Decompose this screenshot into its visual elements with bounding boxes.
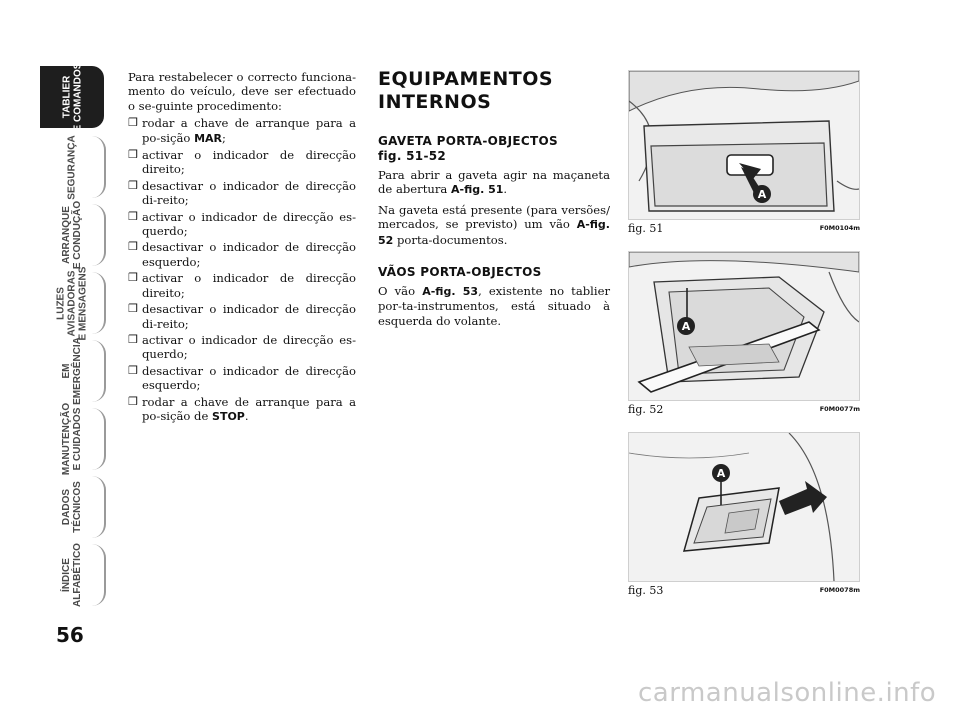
procedure-step: ❒ activar o indicador de direcção direito; <box>128 148 356 177</box>
tab-arranque-e-conducao[interactable]: ARRANQUE E CONDUÇÃO <box>40 204 106 266</box>
intro-paragraph: Para restabelecer o correcto funciona-mento do veículo, deve ser efectuado o se-guinte procedimento: <box>128 70 356 113</box>
checkbox-bullet-icon: ❒ <box>128 271 138 285</box>
watermark: carmanualsonline.info <box>638 678 937 708</box>
glovebox-heading: GAVETA PORTA-OBJECTOS fig. 51-52 <box>378 134 558 163</box>
figure-53-image <box>628 432 860 582</box>
figure-51-image <box>628 70 860 220</box>
checkbox-bullet-icon: ❒ <box>128 240 138 254</box>
svg-text:A: A <box>681 320 691 333</box>
tab-dados-tecnicos[interactable]: DADOS TÉCNICOS <box>40 476 106 538</box>
procedure-step: ❒ activar o indicador de direcção direito; <box>128 271 356 300</box>
tab-em-emergencia[interactable]: EM EMERGÊNCIA <box>40 340 106 402</box>
glovebox-paragraph-2: Na gaveta está presente (para versões/ mercados, se previsto) um vão A-fig. 52 porta-documentos. <box>378 202 610 247</box>
storage-heading: VÃOS PORTA-OBJECTOS <box>378 265 542 280</box>
tab-manutencao-e-cuidados[interactable]: MANUTENÇÃO E CUIDADOS <box>40 408 106 470</box>
equipment-column <box>378 68 610 333</box>
section-title: EQUIPAMENTOS INTERNOS <box>378 68 554 113</box>
checkbox-bullet-icon: ❒ <box>128 302 138 316</box>
storage-paragraph: O vão A-fig. 53, existente no tablier por-ta-instrumentos, está situado à esquerda do volante. <box>378 284 610 328</box>
checkbox-bullet-icon: ❒ <box>128 148 138 162</box>
tab-tablier-e-comandos[interactable]: TABLIER E COMANDOS <box>40 66 104 128</box>
procedure-step: ❒ desactivar o indicador de direcção di-reito; <box>128 302 356 331</box>
checkbox-bullet-icon: ❒ <box>128 116 138 130</box>
checkbox-bullet-icon: ❒ <box>128 363 138 377</box>
procedure-step: ❒ desactivar o indicador de direcção esquerdo; <box>128 363 356 393</box>
checkbox-bullet-icon: ❒ <box>128 394 138 408</box>
procedure-step: ❒ activar o indicador de direcção es-querdo; <box>128 332 356 362</box>
tab-seguranca[interactable]: SEGURANÇA <box>40 136 106 198</box>
page-number: 56 <box>56 623 84 647</box>
svg-text:A: A <box>757 188 767 201</box>
procedure-column <box>128 70 356 426</box>
figure-52-image <box>628 251 860 401</box>
procedure-steps <box>128 116 356 424</box>
checkbox-bullet-icon: ❒ <box>128 178 138 192</box>
procedure-step: ❒ desactivar o indicador de direcção di-reito; <box>128 178 356 208</box>
checkbox-bullet-icon: ❒ <box>128 209 138 223</box>
procedure-step: ❒ rodar a chave de arranque para a po-sição MAR; <box>128 116 356 145</box>
procedure-step: ❒ rodar a chave de arranque para a po-sição de STOP. <box>128 394 356 423</box>
checkbox-bullet-icon: ❒ <box>128 332 138 346</box>
glovebox-paragraph-1: Para abrir a gaveta agir na maçaneta de abertura A-fig. 51. <box>378 168 610 197</box>
tab-luzes-avisadoras[interactable]: LUZES AVISADORAS E MENSAGENS <box>40 272 106 334</box>
tab-indice-alfabetico[interactable]: ÍNDICE ALFABÉTICO <box>40 544 106 606</box>
procedure-step: ❒ desactivar o indicador de direcção esquerdo; <box>128 240 356 269</box>
procedure-step: ❒ activar o indicador de direcção es-querdo; <box>128 209 356 239</box>
svg-text:A: A <box>716 467 726 480</box>
